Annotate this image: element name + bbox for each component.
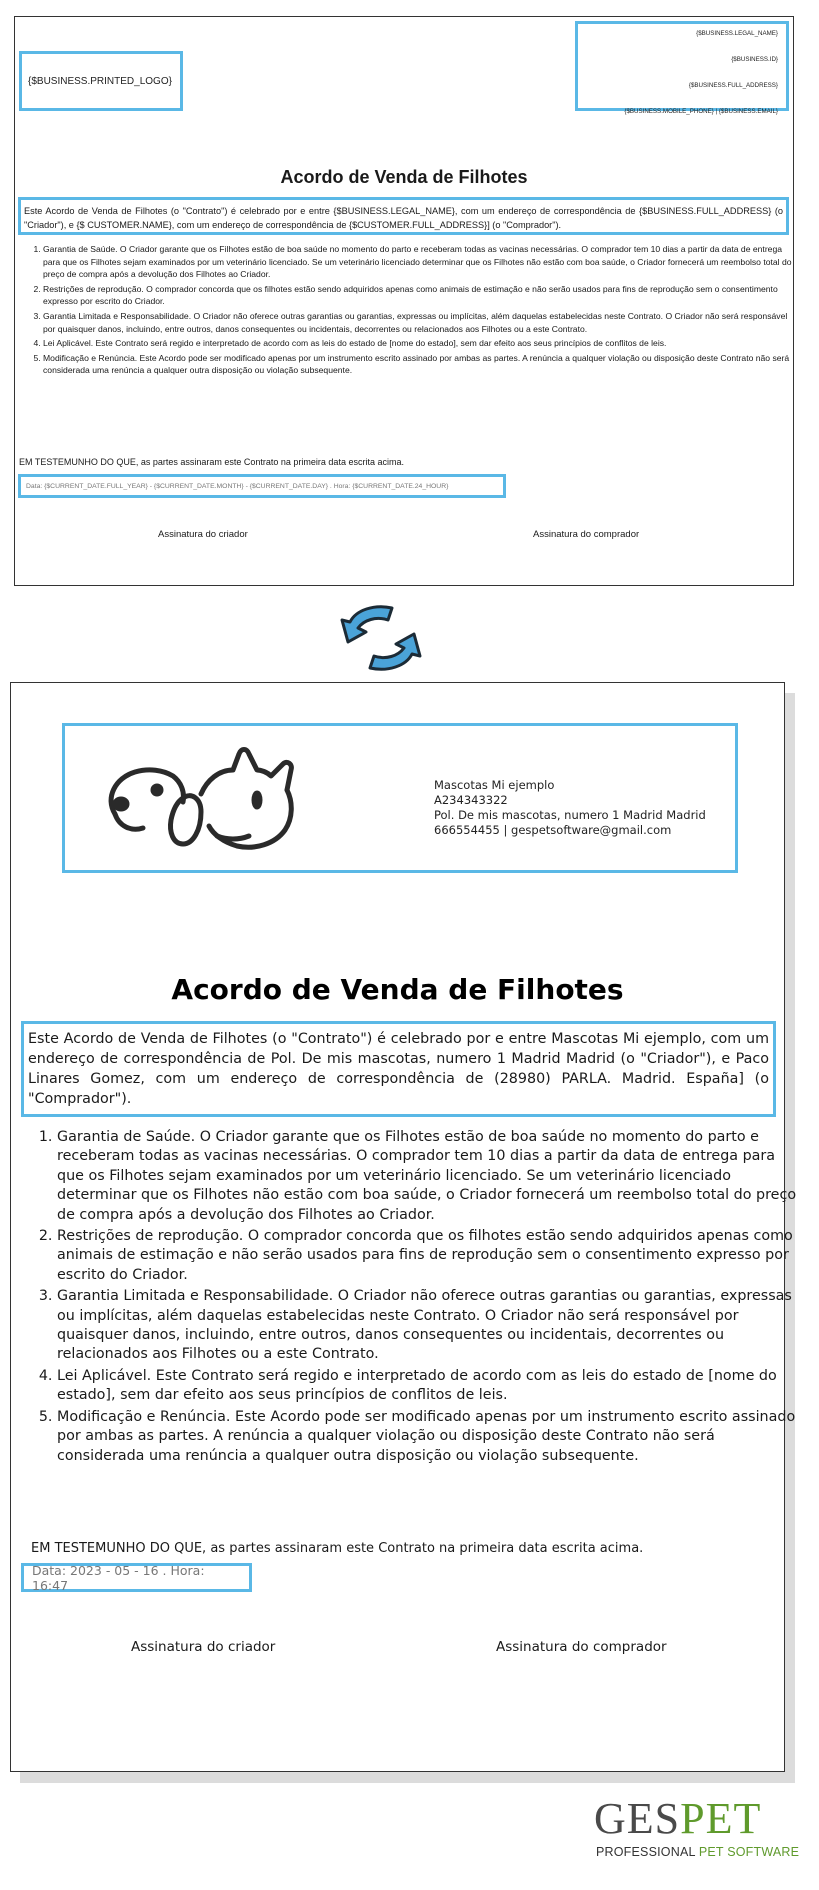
filled-clauses-list	[33, 1128, 797, 1468]
template-witness-statement: EM TESTEMUNHO DO QUE, as partes assinaram este Contrato na primeira data escrita acima.	[19, 457, 404, 467]
template-clauses-list	[23, 243, 795, 379]
template-clause: 1. Garantia de Saúde. O Criador garante que os Filhotes estão de boa saúde no momento do parto e receberam todas as vacinas necessárias. O comprador tem 10 dias a partir da data de entrega para que os Filhotes sejam examinados por um veterinário licenciado. Se um veterinário licenciado determinar que os Filhotes não estão com boa saúde, o Criador fornecerá um reembolso total do preço de compra após a devolução dos Filhotes ao Criador.	[43, 243, 795, 281]
template-intro-paragraph: Este Acordo de Venda de Filhotes (o "Contrato") é celebrado por e entre {$BUSINESS.LEGAL_NAME}, com um endereço de correspondência de {$BUSINESS.FULL_ADDRESS} (o "Criador"), e {$ CUSTOMER.NAME}, com um endereço de correspondência de {$CUSTOMER.FULL_ADDRESS}] (o "Comprador").	[18, 197, 789, 235]
template-date-line	[18, 474, 506, 498]
filled-clause: 2. Restrições de reprodução. O comprador concorda que os filhotes estão sendo adquiridos apenas como animais de estimação e não serão usados para fins de reprodução sem o consentimento expresso por escrito do Criador.	[57, 1227, 797, 1285]
filled-business-line: Mascotas Mi ejemplo	[434, 778, 555, 792]
swap-arrows-icon	[334, 598, 428, 678]
filled-business-line: Pol. De mis mascotas, numero 1 Madrid Madrid	[434, 808, 706, 822]
template-clause: 3. Garantia Limitada e Responsabilidade. O Criador não oferece outras garantias ou garantias, expressas ou implícitas, além daquelas estabelecidas neste Contrato. O Criador não será responsável por quaisquer danos, incluindo, entre outros, danos consequentes ou incidentais, decorrentes ou relacionados aos Filhotes ou a este Contrato.	[43, 310, 795, 335]
filled-title: Acordo de Venda de Filhotes	[171, 973, 624, 1006]
filled-clause: 1. Garantia de Saúde. O Criador garante que os Filhotes estão de boa saúde no momento do parto e receberam todas as vacinas necessárias. O comprador tem 10 dias a partir da data de entrega para que os Filhotes sejam examinados por um veterinário licenciado. Se um veterinário licenciado determinar que os Filhotes não estão com boa saúde, o Criador fornecerá um reembolso total do preço de compra após a devolução dos Filhotes ao Criador.	[57, 1128, 797, 1225]
template-title: Acordo de Venda de Filhotes	[280, 167, 528, 187]
template-clause: 4. Lei Aplicável. Este Contrato será regido e interpretado de acordo com as leis do estado de [nome do estado], sem dar efeito aos seus princípios de conflitos de leis.	[43, 337, 795, 350]
filled-signature-breeder: Assinatura do criador	[131, 1639, 276, 1655]
filled-date-text: Data: 2023 - 05 - 16 . Hora: 16:47	[32, 1562, 205, 1593]
template-signature-buyer: Assinatura do comprador	[533, 529, 640, 540]
template-header-line: {$BUSINESS.ID}	[731, 56, 778, 63]
template-header-line: {$BUSINESS.LEGAL_NAME}	[696, 30, 778, 37]
filled-document	[10, 682, 797, 1772]
filled-business-line: 666554455 | gespetsoftware@gmail.com	[434, 823, 672, 837]
template-logo-placeholder	[19, 51, 183, 111]
dog-cat-logo-icon	[97, 740, 297, 855]
template-header-line: {$BUSINESS.MOBILE_PHONE} | {$BUSINESS.EMAIL}	[624, 108, 778, 115]
gespet-tagline-part1: PROFESSIONAL	[596, 1845, 699, 1859]
filled-signature-buyer: Assinatura do comprador	[496, 1639, 667, 1655]
gespet-wordmark-part2: PET	[680, 1794, 762, 1843]
template-header-line: {$BUSINESS.FULL_ADDRESS}	[688, 82, 778, 89]
filled-business-info	[434, 778, 706, 838]
template-date-text: Data: {$CURRENT_DATE.FULL_YEAR} - {$CURRENT_DATE.MONTH} - {$CURRENT_DATE.DAY} . Hora: {$CURRENT_DATE.24_HOUR}	[26, 482, 449, 490]
filled-intro-paragraph: Este Acordo de Venda de Filhotes (o "Contrato") é celebrado por e entre Mascotas Mi ejemplo, com um endereço de correspondência de Pol. De mis mascotas, numero 1 Madrid Madrid (o "Criador"), e Paco Linares Gomez, com um endereço de correspondência de (28980) PARLA. Madrid. España] (o "Comprador").	[21, 1021, 776, 1117]
gespet-tagline	[596, 1845, 799, 1859]
template-business-header	[575, 21, 789, 115]
filled-clause: 4. Lei Aplicável. Este Contrato será regido e interpretado de acordo com as leis do estado de [nome do estado], sem dar efeito aos seus princípios de conflitos de leis.	[57, 1367, 797, 1406]
gespet-brand-logo	[594, 1794, 804, 1867]
gespet-tagline-part2: PET SOFTWARE	[698, 1845, 800, 1859]
filled-clause: 3. Garantia Limitada e Responsabilidade. O Criador não oferece outras garantias ou garantias, expressas ou implícitas, além daquelas estabelecidas neste Contrato. O Criador não será responsável por quaisquer danos, incluindo, entre outros, danos consequentes ou incidentais, decorrentes ou relacionados aos Filhotes ou a este Contrato.	[57, 1287, 797, 1365]
gespet-wordmark-part1: GES	[594, 1794, 681, 1843]
filled-business-line: A234343322	[434, 793, 508, 807]
template-clause: 5. Modificação e Renúncia. Este Acordo pode ser modificado apenas por um instrumento escrito assinado por ambas as partes. A renúncia a qualquer violação ou disposição deste Contrato não será considerada uma renúncia a qualquer outra disposição ou violação subsequente.	[43, 352, 795, 377]
template-logo-placeholder-text: {$BUSINESS.PRINTED_LOGO}	[28, 75, 172, 87]
filled-witness-statement: EM TESTEMUNHO DO QUE, as partes assinaram este Contrato na primeira data escrita acima.	[31, 1541, 644, 1556]
template-signature-breeder: Assinatura do criador	[158, 529, 248, 540]
template-document	[14, 16, 794, 586]
filled-business-header	[62, 723, 738, 873]
gespet-wordmark	[594, 1794, 762, 1843]
filled-clause: 5. Modificação e Renúncia. Este Acordo pode ser modificado apenas por um instrumento escrito assinado por ambas as partes. A renúncia a qualquer violação ou disposição deste Contrato não será considerada uma renúncia a qualquer outra disposição ou violação subsequente.	[57, 1408, 797, 1466]
filled-date-line	[21, 1563, 252, 1592]
template-clause: 2. Restrições de reprodução. O comprador concorda que os filhotes estão sendo adquiridos apenas como animais de estimação e não serão usados para fins de reprodução sem o consentimento expresso por escrito do Criador.	[43, 283, 795, 308]
